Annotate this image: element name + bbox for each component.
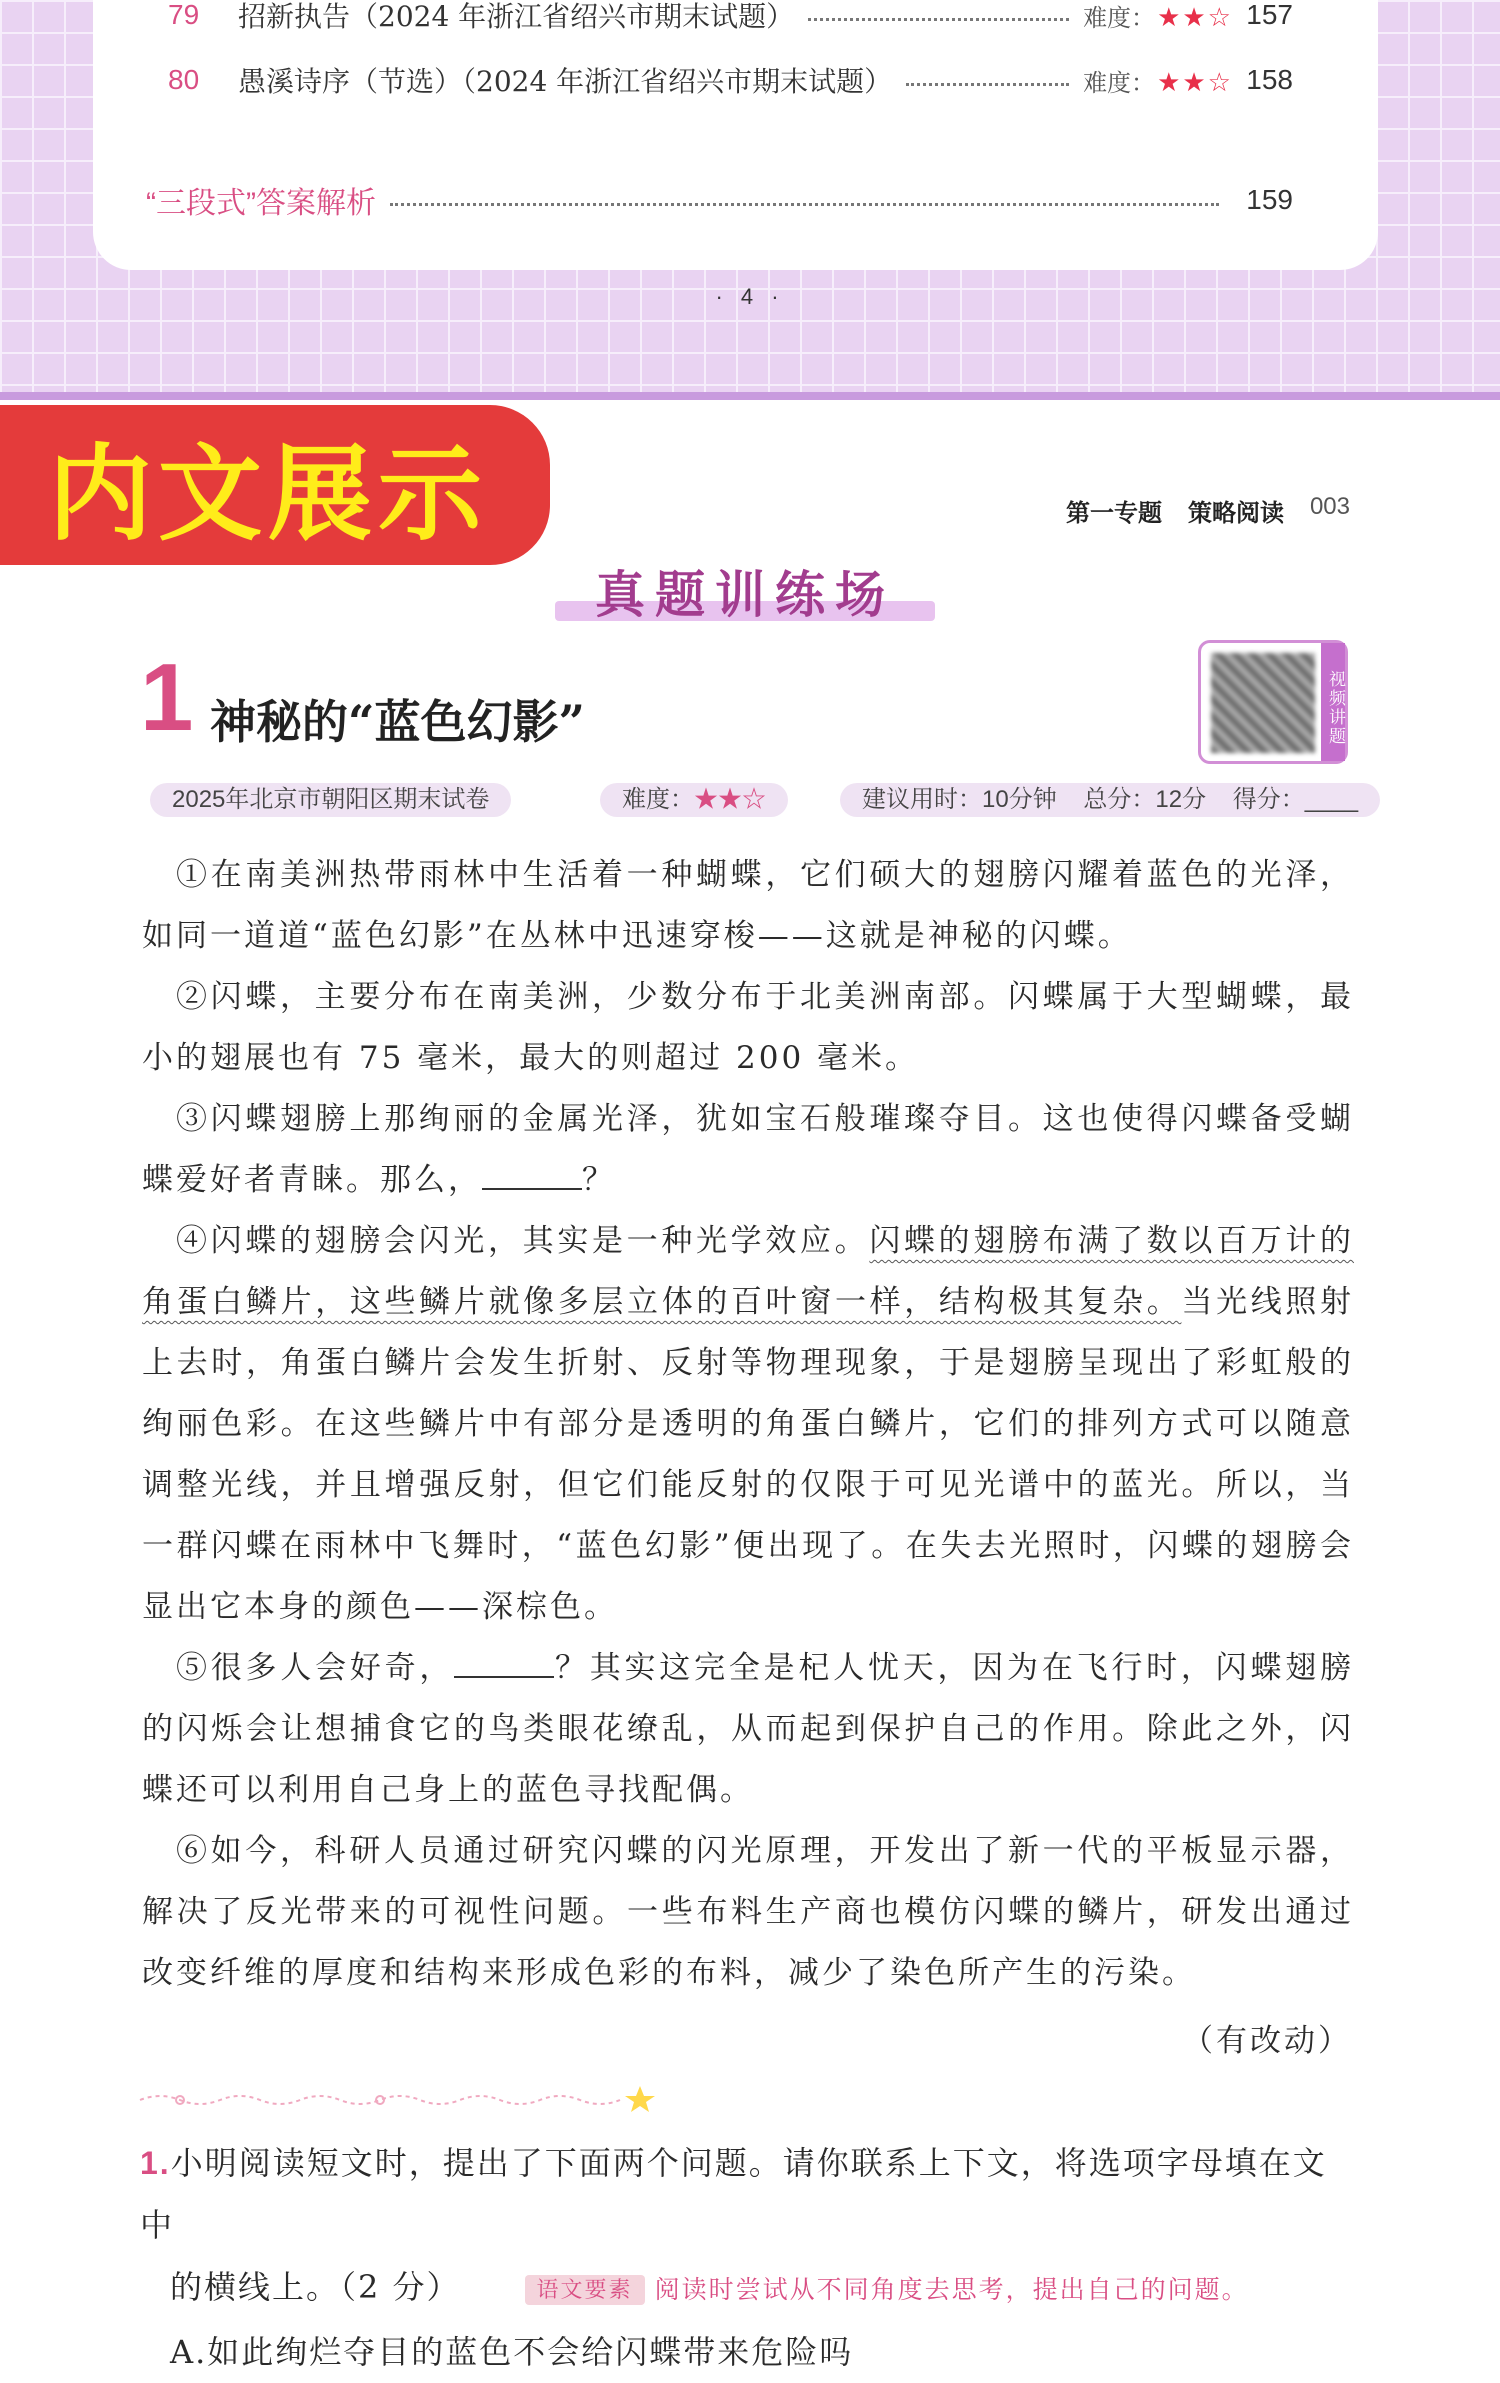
paragraph-1: ①在南美洲热带雨林中生活着一种蝴蝶，它们硕大的翅膀闪耀着蓝色的光泽，如同一道道“蓝色幻影”在丛林中迅速穿梭——这就是神秘的闪蝶。 — [142, 857, 1354, 954]
lesson-number: 1 — [140, 644, 194, 751]
running-head-topic: 策略阅读 — [1187, 500, 1284, 527]
toc-leader-dots — [906, 83, 1069, 86]
toc-analysis-entry[interactable] — [146, 175, 1293, 225]
question-stem: 1.小明阅读短文时，提出了下面两个问题。请你联系上下文，将选项字母填在文中 — [140, 2144, 1327, 2244]
star-rating: ★★☆ — [694, 786, 766, 813]
wavy-underlined-sentence: 闪蝶的翅膀布满了数以百万计的角蛋白鳞片，这些鳞片就像多层立体的百叶窗一样，结构极其复杂。 — [142, 1223, 1355, 1320]
running-head-part: 第一专题 — [1065, 500, 1162, 527]
toc-star-rating: ★★☆ — [1157, 67, 1233, 98]
toc-analysis-page: 159 — [1246, 184, 1293, 215]
suggested-time: 建议用时：10分钟 — [862, 786, 1057, 813]
exam-source: 2025年北京市朝阳区期末试卷 — [150, 783, 511, 817]
toc-card — [93, 0, 1378, 270]
toc-leader-dots — [390, 203, 1219, 206]
toc-entry-page: 157 — [1246, 0, 1293, 30]
section-title-text: 真题训练场 — [595, 566, 895, 624]
toc-entry-title: 招新执告（2024 年浙江省绍兴市期末试题） — [238, 0, 795, 33]
exam-meta — [150, 783, 1359, 819]
toc-entry-number: 79 — [168, 0, 200, 30]
difficulty-badge: 难度：★★☆ — [600, 783, 788, 817]
question-number: 1. — [140, 2145, 171, 2181]
paragraph-6: ⑥如今，科研人员通过研究闪蝶的闪光原理，开发出了新一代的平板显示器，解决了反光带来的可视性问题。一些布料生产商也模仿闪蝶的鳞片，研发出通过改变纤维的厚度和结构来形成色彩的布料，减少了染色所产生的污染。 — [142, 1833, 1354, 1991]
question-1 — [140, 2132, 1360, 2383]
running-head-page: 003 — [1309, 493, 1350, 520]
paragraph-3: ③闪蝶翅膀上那绚丽的金属光泽，犹如宝石般璀璨夺目。这也使得闪蝶备受蝴蝶爱好者青睐。那么， ？ — [142, 1101, 1354, 1198]
total-score: 总分：12分 — [1083, 786, 1207, 813]
video-tag: 视频讲题 — [1321, 643, 1345, 761]
toc-band-edge — [0, 392, 1500, 400]
time-score-info — [840, 783, 1380, 817]
article-body — [142, 845, 1354, 2004]
toc-star-rating: ★★☆ — [1157, 2, 1233, 33]
page-number: · 4 · — [715, 284, 785, 309]
toc-entry[interactable] — [168, 55, 1293, 105]
question-stem-continued: 的横线上。（2 分） 语文要素 阅读时尝试从不同角度去思考，提出自己的问题。 — [170, 2268, 1249, 2306]
paragraph-4: ④闪蝶的翅膀会闪光，其实是一种光学效应。闪蝶的翅膀布满了数以百万计的角蛋白鳞片，这些鳞片就像多层立体的百叶窗一样，结构极其复杂。当光线照射上去时，角蛋白鳞片会发生折射、反射等物理现象，于是翅膀呈现出了彩虹般的绚丽色彩。在这些鳞片中有部分是透明的角蛋白鳞片，它们的排列方式可以随意调整光线，并且增强反射，但它们能反射的仅限于可见光谱中的蓝光。所以，当一群闪蝶在雨林中飞舞时，“蓝色幻影”便出现了。在失去光照时，闪蝶的翅膀会显出它本身的颜色——深棕色。 — [142, 1223, 1355, 1625]
score-field[interactable]: 得分：____ — [1232, 786, 1359, 813]
option-a[interactable]: A.如此绚烂夺目的蓝色不会给闪蝶带来危险吗 — [170, 2333, 854, 2371]
toc-entry-number: 80 — [168, 64, 200, 95]
qr-code-icon — [1211, 653, 1315, 753]
toc-entry-title: 愚溪诗序（节选）（2024 年浙江省绍兴市期末试题） — [238, 65, 893, 98]
decorative-divider — [140, 2082, 660, 2112]
paragraph-2: ②闪蝶，主要分布在南美洲，少数分布于北美洲南部。闪蝶属于大型蝴蝶，最小的翅展也有 75 毫米，最大的则超过 200 毫米。 — [142, 979, 1354, 1076]
lesson-title: 神秘的“蓝色幻影” — [210, 695, 585, 749]
answer-blank[interactable] — [454, 1648, 554, 1678]
toc-entry[interactable] — [168, 0, 1293, 40]
section-title — [555, 555, 935, 625]
preview-banner — [0, 405, 550, 565]
tip-tag: 语文要素 — [525, 2275, 645, 2305]
tip-text: 阅读时尝试从不同角度去思考，提出自己的问题。 — [654, 2275, 1249, 2304]
toc-leader-dots — [808, 18, 1069, 21]
toc-entry-difficulty: 难度：★★☆ — [1083, 2, 1233, 33]
paragraph-5: ⑤很多人会好奇， ？其实这完全是杞人忧天，因为在飞行时，闪蝶翅膀的闪烁会让想捕食它的鸟类眼花缭乱，从而起到保护自己的作用。除此之外，闪蝶还可以利用自己身上的蓝色寻找配偶。 — [142, 1650, 1355, 1808]
banner-text: 内文展示 — [48, 433, 489, 555]
adaptation-note: （有改动） — [1182, 2023, 1352, 2059]
answer-blank[interactable] — [482, 1160, 582, 1190]
video-qr-code[interactable] — [1198, 640, 1348, 764]
toc-analysis-title: “三段式”答案解析 — [146, 187, 376, 220]
toc-entry-difficulty: 难度：★★☆ — [1083, 67, 1233, 98]
toc-entry-page: 158 — [1246, 64, 1293, 95]
running-head — [1066, 493, 1350, 528]
